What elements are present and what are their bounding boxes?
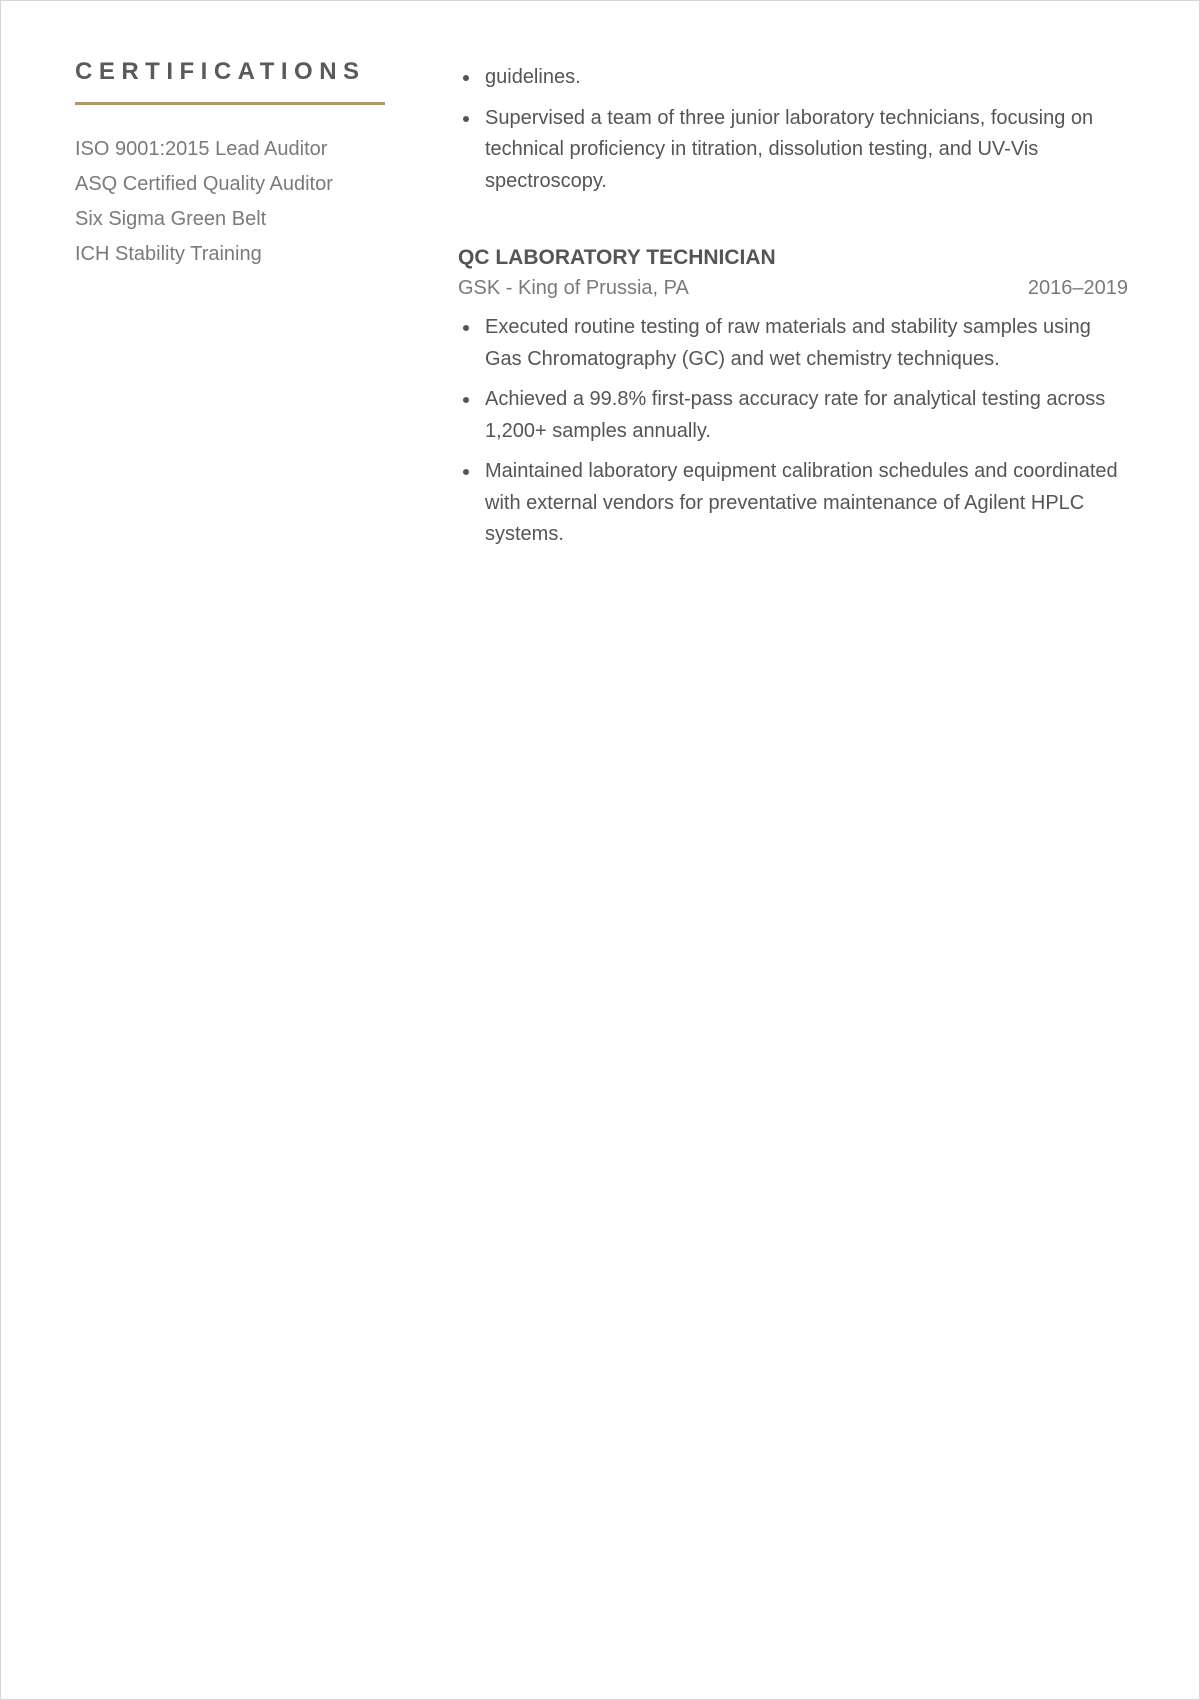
job-meta [458, 274, 1128, 302]
certification-item: ASQ Certified Quality Auditor [75, 173, 333, 195]
bullet-item: Executed routine testing of raw materials and stability samples using Gas Chromatography (GC) and wet chemistry techniques. [458, 312, 1128, 375]
certifications-heading: CERTIFICATIONS [75, 58, 366, 85]
certifications-heading-rule [75, 102, 385, 105]
job-dates: 2016–2019 [1027, 277, 1128, 299]
certification-item: ISO 9001:2015 Lead Auditor [75, 138, 328, 160]
certification-item: ICH Stability Training [75, 243, 262, 265]
certification-item: Six Sigma Green Belt [75, 208, 267, 230]
job-company: GSK - King of Prussia, PA [458, 277, 689, 299]
bullet-item: guidelines. [458, 62, 1128, 94]
bullet-item: Achieved a 99.8% first-pass accuracy rate for analytical testing across 1,200+ samples annually. [458, 384, 1128, 447]
bullet-item: Supervised a team of three junior laboratory technicians, focusing on technical proficiency in titration, dissolution testing, and UV-Vis spectroscopy. [458, 103, 1128, 198]
certifications-list [75, 132, 333, 272]
bullet-item: Maintained laboratory equipment calibration schedules and coordinated with external vendors for preventative maintenance of Agilent HPLC systems. [458, 456, 1128, 551]
job-title: QC LABORATORY TECHNICIAN [458, 246, 776, 269]
job-bullet-list [458, 312, 1128, 551]
job-entry [458, 244, 1128, 560]
continued-bullet-list [458, 62, 1128, 206]
